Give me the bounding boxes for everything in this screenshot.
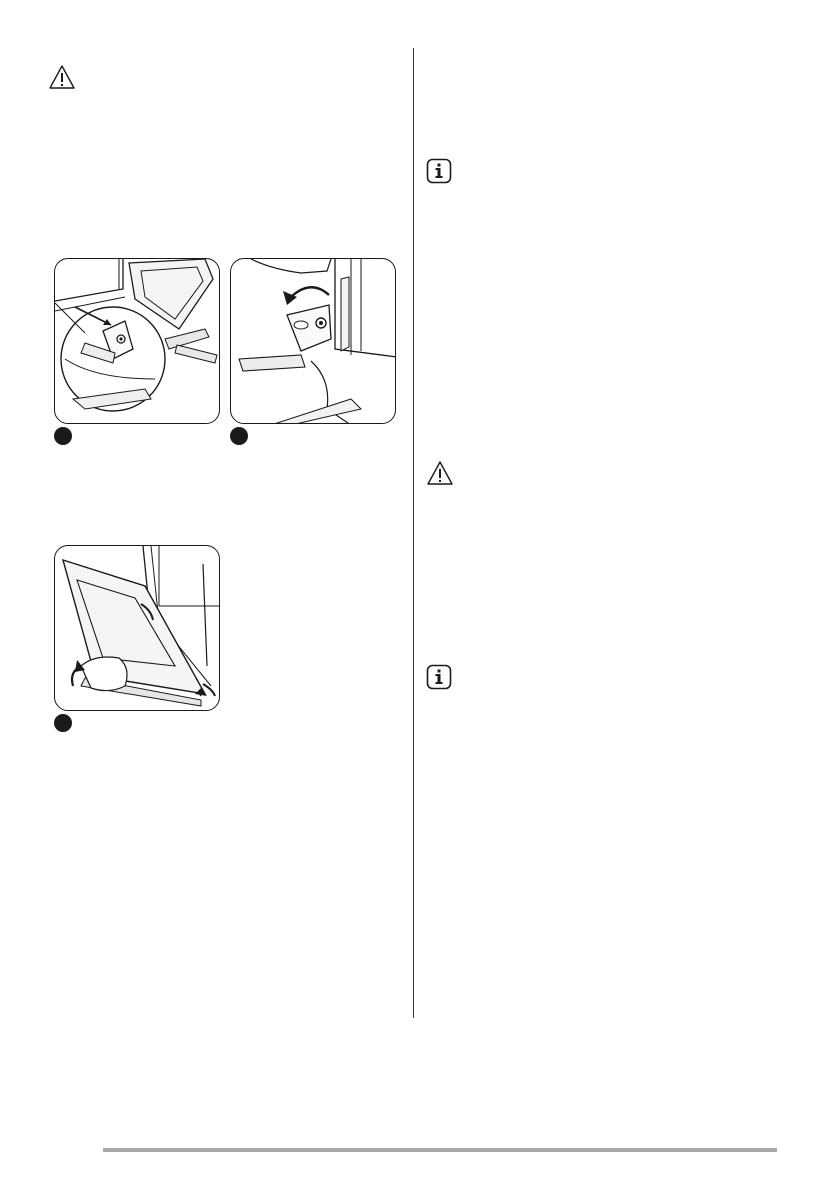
warning-triangle-icon xyxy=(48,64,76,90)
figure-3-number-badge xyxy=(54,714,72,732)
figure-3-door-removal xyxy=(54,545,220,711)
figure-1-hinge-lever xyxy=(54,258,220,424)
footer-rule xyxy=(103,1148,777,1152)
column-divider xyxy=(413,48,414,1018)
info-icon xyxy=(426,158,452,184)
info-icon xyxy=(426,664,452,690)
figure-2-hinge-rotate xyxy=(230,258,396,424)
warning-triangle-icon xyxy=(426,460,454,486)
figure-2-number-badge xyxy=(230,427,248,445)
figure-1-number-badge xyxy=(54,427,72,445)
